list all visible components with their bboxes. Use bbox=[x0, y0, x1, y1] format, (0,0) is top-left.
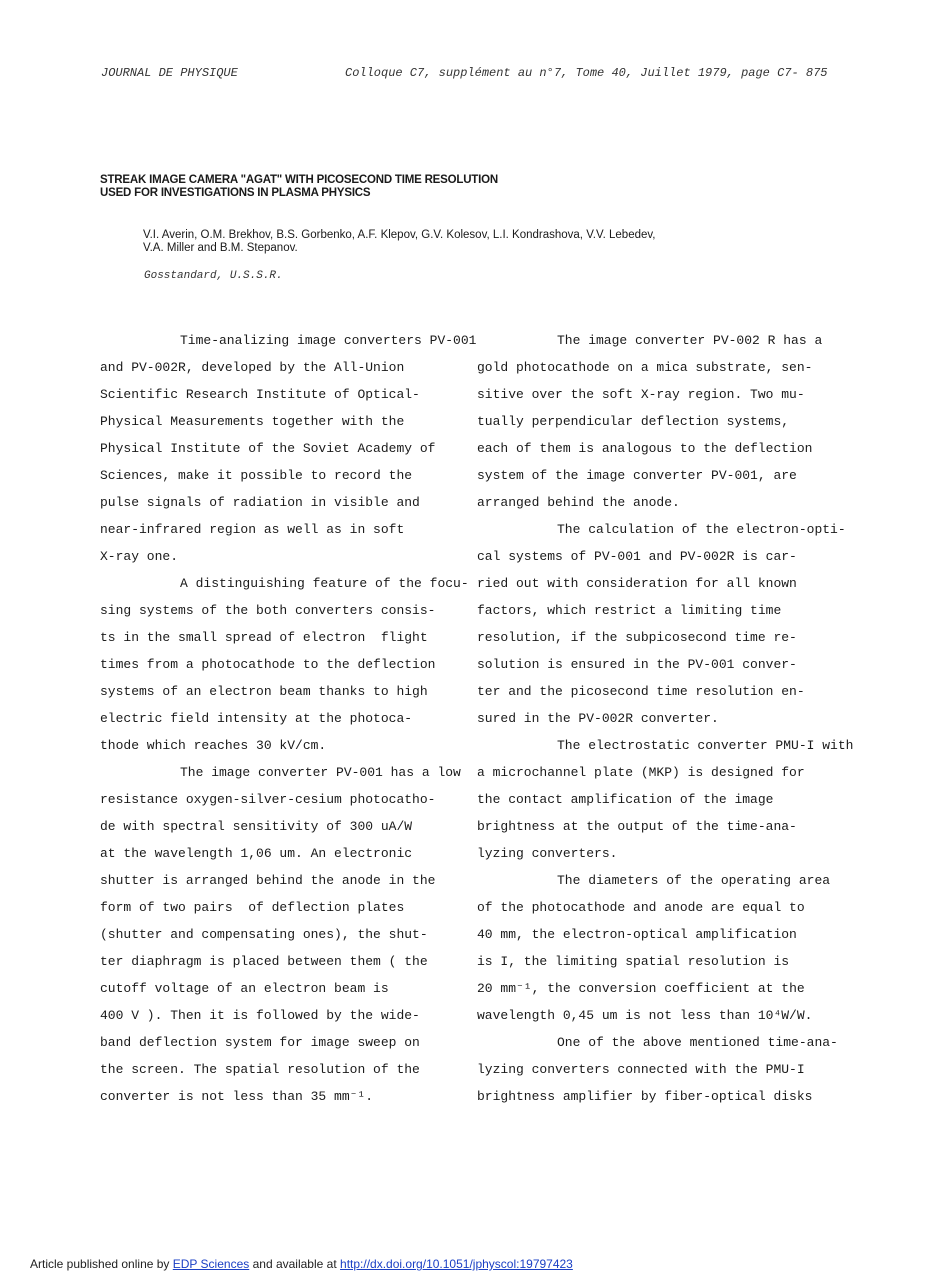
paragraph bbox=[100, 570, 470, 759]
text-line: Sciences, make it possible to record the bbox=[100, 468, 413, 483]
text-line: band deflection system for image sweep on bbox=[100, 1035, 420, 1050]
text-line: tually perpendicular deflection systems, bbox=[477, 414, 790, 429]
journal-name: JOURNAL DE PHYSIQUE bbox=[101, 66, 238, 80]
text-line: ts in the small spread of electron flight bbox=[100, 630, 428, 645]
paragraph bbox=[100, 759, 470, 1110]
text-line: The electrostatic converter PMU-I with bbox=[557, 738, 854, 753]
text-line: near-infrared region as well as in soft bbox=[100, 522, 405, 537]
text-line: system of the image converter PV-001, are bbox=[477, 468, 797, 483]
footer-prefix: Article published online by bbox=[30, 1257, 170, 1271]
paragraph bbox=[477, 867, 847, 1029]
text-line: thode which reaches 30 kV/cm. bbox=[100, 738, 327, 753]
text-line: converter is not less than 35 mm⁻¹. bbox=[100, 1089, 374, 1104]
text-line: at the wavelength 1,06 um. An electronic bbox=[100, 846, 413, 861]
text-line: electric field intensity at the photoca- bbox=[100, 711, 413, 726]
text-line: times from a photocathode to the deflection bbox=[100, 657, 436, 672]
text-line: The calculation of the electron-opti- bbox=[557, 522, 846, 537]
text-line: Physical Institute of the Soviet Academy of bbox=[100, 441, 436, 456]
text-line: (shutter and compensating ones), the shut- bbox=[100, 927, 428, 942]
text-line: and PV-002R, developed by the All-Union bbox=[100, 360, 405, 375]
text-line: lyzing converters connected with the PMU-I bbox=[477, 1062, 805, 1077]
paragraph bbox=[477, 732, 854, 867]
text-line: lyzing converters. bbox=[477, 846, 618, 861]
text-line: form of two pairs of deflection plates bbox=[100, 900, 405, 915]
text-line: ter and the picosecond time resolution en- bbox=[477, 684, 805, 699]
footer-middle: and available at bbox=[252, 1257, 337, 1271]
publisher-link[interactable]: EDP Sciences bbox=[172, 1257, 250, 1271]
text-line: X-ray one. bbox=[100, 549, 179, 564]
text-line: sing systems of the both converters consis- bbox=[100, 603, 436, 618]
text-line: The diameters of the operating area bbox=[557, 873, 831, 888]
authors-line-1: V.I. Averin, O.M. Brekhov, B.S. Gorbenko, A.F. Klepov, G.V. Kolesov, L.I. Kondrashova, V.V. Lebedev, bbox=[143, 229, 656, 241]
text-line: 20 mm⁻¹, the conversion coefficient at the bbox=[477, 981, 805, 996]
paragraph bbox=[100, 327, 477, 570]
text-line: A distinguishing feature of the focu- bbox=[180, 576, 469, 591]
text-line: The image converter PV-001 has a low bbox=[180, 765, 461, 780]
doi-link[interactable]: http://dx.doi.org/10.1051/jphyscol:19797423 bbox=[340, 1257, 573, 1271]
paragraph bbox=[477, 327, 847, 516]
text-line: solution is ensured in the PV-001 conver- bbox=[477, 657, 797, 672]
text-line: Scientific Research Institute of Optical- bbox=[100, 387, 420, 402]
right-column bbox=[477, 327, 854, 1110]
affiliation: Gosstandard, U.S.S.R. bbox=[144, 270, 283, 282]
text-line: sitive over the soft X-ray region. Two mu- bbox=[477, 387, 805, 402]
text-line: brightness at the output of the time-ana- bbox=[477, 819, 797, 834]
text-line: 400 V ). Then it is followed by the wide- bbox=[100, 1008, 420, 1023]
text-line: Physical Measurements together with the bbox=[100, 414, 405, 429]
text-line: wavelength 0,45 um is not less than 10⁴W/W. bbox=[477, 1008, 813, 1023]
paper-title bbox=[100, 174, 660, 200]
text-line: gold photocathode on a mica substrate, sen- bbox=[477, 360, 813, 375]
authors-line-2: V.A. Miller and B.M. Stepanov. bbox=[143, 242, 298, 254]
text-line: a microchannel plate (MKP) is designed for bbox=[477, 765, 805, 780]
text-line: The image converter PV-002 R has a bbox=[557, 333, 823, 348]
title-line-2: USED FOR INVESTIGATIONS IN PLASMA PHYSICS bbox=[100, 187, 371, 199]
text-line: each of them is analogous to the deflection bbox=[477, 441, 813, 456]
text-line: arranged behind the anode. bbox=[477, 495, 680, 510]
colloque-info: Colloque C7, supplément au n°7, Tome 40, Juillet 1979, page C7- 875 bbox=[345, 66, 828, 80]
text-line: One of the above mentioned time-ana- bbox=[557, 1035, 838, 1050]
text-line: resistance oxygen-silver-cesium photocatho- bbox=[100, 792, 436, 807]
publication-footer bbox=[30, 1257, 573, 1271]
text-line: factors, which restrict a limiting time bbox=[477, 603, 782, 618]
text-line: of the photocathode and anode are equal to bbox=[477, 900, 805, 915]
text-line: ried out with consideration for all known bbox=[477, 576, 797, 591]
text-line: systems of an electron beam thanks to high bbox=[100, 684, 428, 699]
text-line: ter diaphragm is placed between them ( the bbox=[100, 954, 428, 969]
text-line: is I, the limiting spatial resolution is bbox=[477, 954, 790, 969]
text-line: resolution, if the subpicosecond time re- bbox=[477, 630, 797, 645]
text-line: cal systems of PV-001 and PV-002R is car- bbox=[477, 549, 797, 564]
text-line: 40 mm, the electron-optical amplification bbox=[477, 927, 797, 942]
paragraph bbox=[477, 1029, 847, 1110]
text-line: sured in the PV-002R converter. bbox=[477, 711, 719, 726]
text-line: Time-analizing image converters PV-001 bbox=[180, 333, 477, 348]
author-list bbox=[143, 229, 783, 255]
title-line-1: STREAK IMAGE CAMERA "AGAT" WITH PICOSECOND TIME RESOLUTION bbox=[100, 174, 498, 186]
text-line: de with spectral sensitivity of 300 uA/W bbox=[100, 819, 413, 834]
paragraph bbox=[477, 516, 847, 732]
text-line: the screen. The spatial resolution of the bbox=[100, 1062, 420, 1077]
text-line: brightness amplifier by fiber-optical disks bbox=[477, 1089, 813, 1104]
text-line: shutter is arranged behind the anode in the bbox=[100, 873, 436, 888]
left-column bbox=[100, 327, 477, 1110]
text-line: the contact amplification of the image bbox=[477, 792, 774, 807]
text-line: cutoff voltage of an electron beam is bbox=[100, 981, 389, 996]
text-line: pulse signals of radiation in visible and bbox=[100, 495, 420, 510]
